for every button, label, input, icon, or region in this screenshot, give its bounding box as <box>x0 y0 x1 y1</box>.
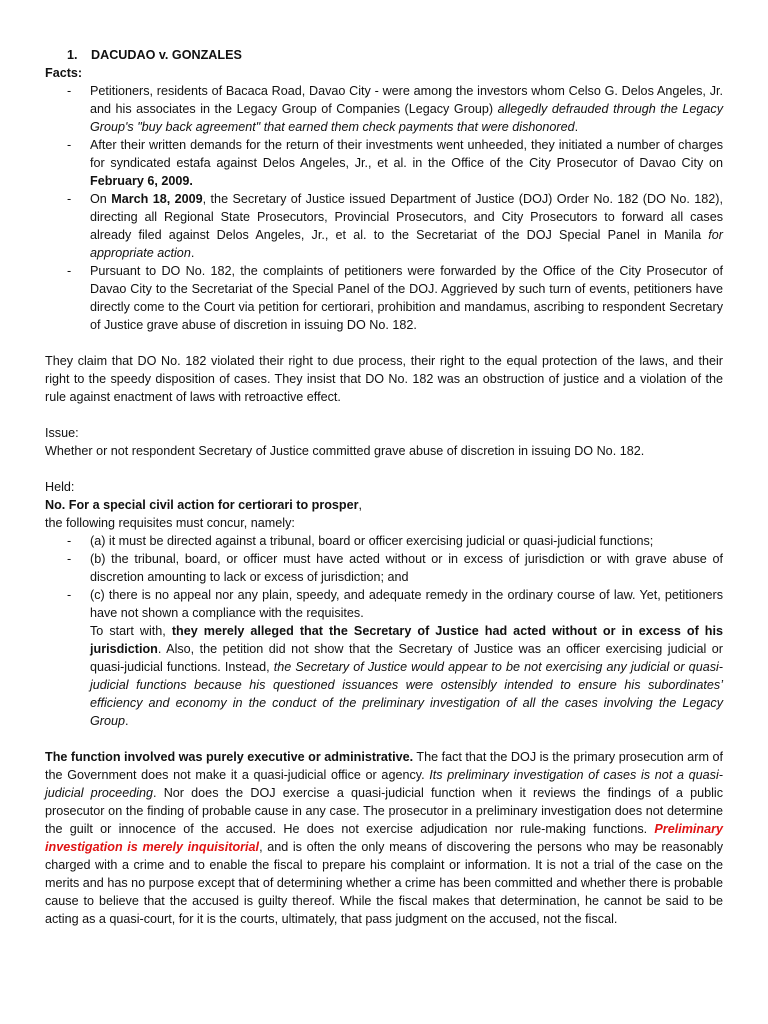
case-number: 1. <box>67 48 78 62</box>
facts-item-3-end: . <box>190 246 195 260</box>
facts-item-1-italic: allegedly defrauded through the Legacy Group's "buy back agreement" that earned them check payments that were dishonored <box>90 102 723 134</box>
facts-item-4: - Pursuant to DO No. 182, the complaints of petitioners were forwarded by the Office of the City Prosecutor of Davao City to the Secretariat of the Special Panel of the DOJ. Aggrieved by such turn of events, petitioners have directly come to the Court via petition for certiorari, prohibition and mandamus, ascribing to respondent Secretary of Justice grave abuse of discretion in issuing DO No. 182. <box>90 262 723 334</box>
requisite-a: - (a) it must be directed against a tribunal, board or officer exercising judicial or quasi-judicial functions; <box>90 532 723 550</box>
held-start-end: . <box>125 714 129 728</box>
facts-list <box>45 82 723 334</box>
case-title <box>67 46 723 64</box>
facts-item-3 <box>90 190 723 262</box>
function-text-b: . Nor does the DOJ exercise a quasi-judicial function when it reviews the findings of a public prosecutor on the finding of probable cause in any case. The prosecutor in a preliminary investigation does not determine the guilt or innocence of the accused. He does not exercise adjudication nor rule-making functions. <box>45 786 723 836</box>
issue-heading: Issue: <box>45 426 79 440</box>
function-red-highlight: Preliminary investigation is merely inquisitorial <box>45 822 723 854</box>
case-name: DACUDAO v. GONZALES <box>91 48 242 62</box>
held-start-italic: the Secretary of Justice would appear to be not exercising any judicial or quasi-judicial functions because his questioned issuances were ostensibly intended to ensure his subordinates’ efficiency and economy in the conduct of the preliminary investigation of all the cases involving the Legacy Group <box>90 660 723 728</box>
issue-text: Whether or not respondent Secretary of Justice committed grave abuse of discretion in issuing DO No. 182. <box>45 444 645 458</box>
facts-item-1-end: . <box>574 120 579 134</box>
facts-item-2-text: After their written demands for the return of their investments went unheeded, they initiated a number of charges for syndicated estafa against Delos Angeles, Jr., et al. in the Office of the City Prosecutor of Davao City on <box>90 138 723 170</box>
held-lead <box>45 496 723 514</box>
facts-item-3-text: , the Secretary of Justice issued Department of Justice (DOJ) Order No. 182 (DO No. 182), directing all Regional State Prosecutors, Provincial Prosecutors, and City Prosecutors to forward all cases already filed against Delos Angeles, Jr., et al. to the Secretariat of the DOJ Special Panel in Manila <box>90 192 723 242</box>
facts-item-3-italic: for appropriate action <box>90 228 723 260</box>
function-text-c: , and is often the only means of discovering the persons who may be reasonably charged with a crime and to enable the fiscal to prepare his complaint or information. It is not a trial of the case on the merits and has no purpose except that of determining whether a crime has been committed and whether there is probable cause to believe that the accused is guilty thereof. While the fiscal makes that determination, he cannot be said to be acting as a quasi-court, for it is the courts, ultimately, that pass judgment on the accused, not the fiscal. <box>45 840 723 926</box>
facts-item-1-text: Petitioners, residents of Bacaca Road, Davao City - were among the investors whom Celso G. Delos Angeles, Jr. and his associates in the Legacy Group of Companies (Legacy Group) <box>90 84 723 116</box>
facts-item-3-start: On <box>90 192 112 206</box>
function-paragraph <box>45 748 723 928</box>
held-lead-bold: No. For a special civil action for certiorari to prosper <box>45 498 359 512</box>
held-requisites-intro: the following requisites must concur, namely: <box>45 516 295 530</box>
claim-paragraph: They claim that DO No. 182 violated their right to due process, their right to the equal protection of the laws, and their right to the speedy disposition of cases. They insist that DO No. 182 was an obstruction of justice and a violation of the rule against enactment of laws with retroactive effect. <box>45 354 723 404</box>
function-bold: The function involved was purely executive or administrative. <box>45 750 414 764</box>
held-lead-comma: , <box>358 498 363 512</box>
facts-item-1 <box>90 82 723 136</box>
held-start-bold: they merely alleged that the Secretary of Justice had acted without or in excess of his jurisdiction <box>90 624 723 656</box>
held-start-paragraph <box>45 622 723 730</box>
function-text-a: The fact that the DOJ is the primary prosecution arm of the Government does not make it a quasi-judicial office or agency. <box>45 750 723 782</box>
requisites-list <box>45 532 723 622</box>
facts-item-3-date: March 18, 2009 <box>111 192 203 206</box>
held-start-c: . Also, the petition did not show that the Secretary of Justice was an officer exercising judicial or quasi-judicial functions. Instead, <box>90 642 723 674</box>
function-italic: Its preliminary investigation of cases is not a quasi-judicial proceeding <box>45 768 723 800</box>
facts-item-2-date: February 6, 2009. <box>90 174 193 188</box>
requisite-b: - (b) the tribunal, board, or officer must have acted without or in excess of jurisdiction or with grave abuse of discretion amounting to lack or excess of jurisdiction; and <box>90 550 723 586</box>
facts-item-2 <box>90 136 723 190</box>
requisite-c: - (c) there is no appeal nor any plain, speedy, and adequate remedy in the ordinary course of law. Yet, petitioners have not shown a compliance with the requisites. <box>90 586 723 622</box>
held-start-a: To start with, <box>90 624 172 638</box>
held-heading: Held: <box>45 480 75 494</box>
facts-heading: Facts: <box>45 66 83 80</box>
